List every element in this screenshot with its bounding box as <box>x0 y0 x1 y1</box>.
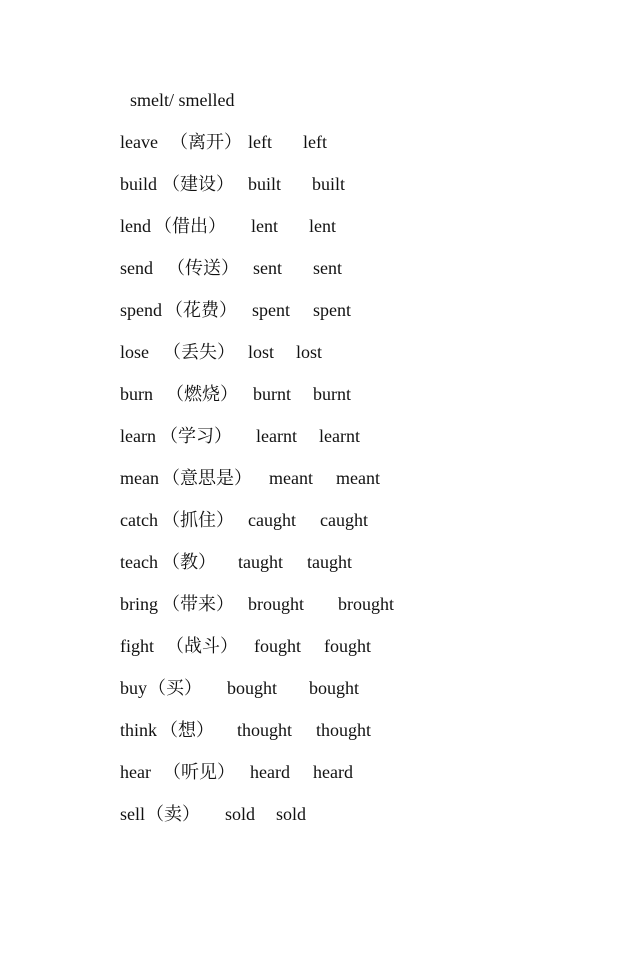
past-tense: spent <box>252 300 290 320</box>
past-participle: built <box>312 174 346 194</box>
past-tense: taught <box>238 552 283 572</box>
verb-row <box>120 171 346 197</box>
verb: buy <box>120 678 147 698</box>
verb-row <box>120 381 351 407</box>
verb-row <box>120 213 336 239</box>
past-tense: built <box>248 174 282 194</box>
chinese-meaning: （听见） <box>163 762 235 782</box>
chinese-meaning: （教） <box>162 552 216 572</box>
past-tense: bought <box>227 678 278 698</box>
verb: catch <box>120 510 158 530</box>
past-tense: thought <box>237 720 293 740</box>
chinese-meaning: （传送） <box>167 258 239 278</box>
chinese-meaning: （意思是） <box>162 468 252 488</box>
verb: lose <box>120 342 149 362</box>
verb: spend <box>120 300 162 320</box>
past-participle: bought <box>309 678 360 698</box>
verb-row <box>120 801 307 827</box>
past-participle: fought <box>324 636 371 656</box>
verb-row <box>120 423 360 449</box>
past-participle: burnt <box>313 384 351 404</box>
chinese-meaning: （卖） <box>146 804 200 824</box>
past-tense: left <box>248 132 272 152</box>
chinese-meaning: （学习） <box>160 426 232 446</box>
chinese-meaning: （战斗） <box>166 636 238 656</box>
past-participle: caught <box>320 510 368 530</box>
verb: bring <box>120 594 158 614</box>
verb: hear <box>120 762 151 782</box>
past-participle: brought <box>338 594 394 614</box>
verb: send <box>120 258 153 278</box>
continued-line: smelt/ smelled <box>130 90 235 110</box>
chinese-meaning: （借出） <box>154 216 226 236</box>
past-participle: thought <box>316 720 372 740</box>
past-participle: spent <box>313 300 351 320</box>
verb: lend <box>120 216 151 236</box>
past-participle: taught <box>307 552 352 572</box>
verb: learn <box>120 426 156 446</box>
verb-row <box>120 675 360 701</box>
verb-row <box>120 591 394 617</box>
verb-row <box>120 633 371 659</box>
verb-row <box>120 465 380 491</box>
past-participle: learnt <box>319 426 360 446</box>
chinese-meaning: （带来） <box>162 594 234 614</box>
chinese-meaning: （想） <box>160 720 214 740</box>
verb-row <box>120 759 353 785</box>
verb-row <box>120 717 372 743</box>
past-participle: sent <box>313 258 342 278</box>
verb-row <box>120 129 327 155</box>
verb-row <box>120 507 368 533</box>
verb-row <box>120 339 323 365</box>
past-tense: burnt <box>253 384 291 404</box>
verb: fight <box>120 636 154 656</box>
past-participle: lost <box>296 342 323 362</box>
past-tense: caught <box>248 510 296 530</box>
verb: build <box>120 174 158 194</box>
chinese-meaning: （离开） <box>170 132 242 152</box>
past-participle: heard <box>313 762 353 782</box>
verb: sell <box>120 804 145 824</box>
chinese-meaning: （抓住） <box>162 510 234 530</box>
past-tense: meant <box>269 468 313 488</box>
chinese-meaning: （丢失） <box>163 342 235 362</box>
verb: burn <box>120 384 153 404</box>
past-participle: sold <box>276 804 307 824</box>
past-tense: brought <box>248 594 304 614</box>
verb: mean <box>120 468 159 488</box>
past-tense: sold <box>225 804 256 824</box>
past-participle: lent <box>309 216 336 236</box>
past-tense: lost <box>248 342 275 362</box>
verb: teach <box>120 552 158 572</box>
past-participle: left <box>303 132 327 152</box>
verb: think <box>120 720 158 740</box>
past-tense: learnt <box>256 426 297 446</box>
past-tense: heard <box>250 762 290 782</box>
verb-row <box>120 255 342 281</box>
past-tense: lent <box>251 216 278 236</box>
past-tense: fought <box>254 636 301 656</box>
chinese-meaning: （燃烧） <box>166 384 238 404</box>
past-tense: sent <box>253 258 282 278</box>
chinese-meaning: （买） <box>148 678 202 698</box>
past-participle: meant <box>336 468 380 488</box>
chinese-meaning: （建设） <box>162 174 234 194</box>
verb-row <box>120 549 352 575</box>
verb: leave <box>120 132 158 152</box>
verb-row <box>120 297 351 323</box>
chinese-meaning: （花费） <box>165 300 237 320</box>
